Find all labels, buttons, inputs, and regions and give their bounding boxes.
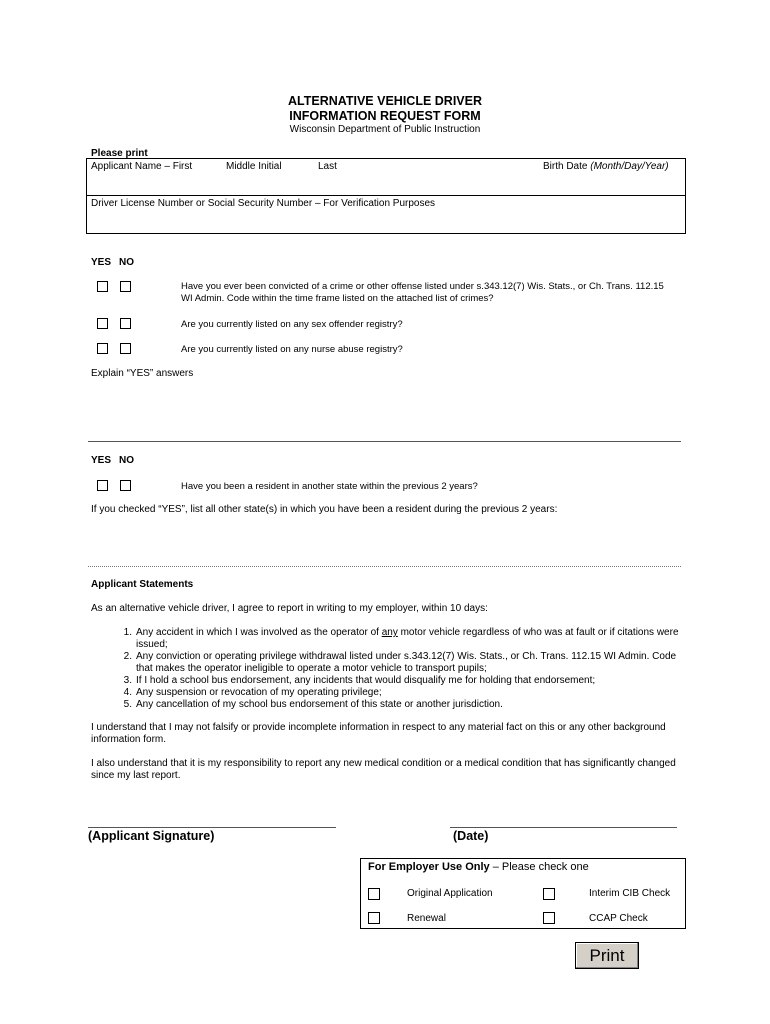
license-field[interactable]: [86, 210, 686, 233]
birth-date-label: Birth Date (Month/Day/Year): [543, 161, 669, 172]
question-other-state: Have you been a resident in another state within the previous 2 years?: [181, 481, 478, 492]
applicant-name-field[interactable]: [86, 170, 686, 194]
please-print-label: Please print: [91, 148, 148, 159]
signature-line: [88, 827, 336, 828]
question-sex-offender: Are you currently listed on any sex offender registry?: [181, 319, 403, 330]
q1-no-checkbox[interactable]: [120, 281, 131, 292]
original-application-label: Original Application: [407, 888, 493, 899]
section-divider-2: [88, 566, 681, 567]
employer-heading: For Employer Use Only – Please check one: [368, 861, 589, 873]
resident-yes-checkbox[interactable]: [97, 480, 108, 491]
name-last-label: Last: [318, 161, 337, 172]
renewal-label: Renewal: [407, 913, 446, 924]
q1-yes-checkbox[interactable]: [97, 281, 108, 292]
ccap-checkbox[interactable]: [543, 912, 555, 924]
resident-no-checkbox[interactable]: [120, 480, 131, 491]
date-line: [450, 827, 677, 828]
name-middle-label: Middle Initial: [226, 161, 282, 172]
date-label: (Date): [453, 829, 489, 843]
q2-no-checkbox[interactable]: [120, 318, 131, 329]
statement-item: 4. Any suspension or revocation of my operating privilege;: [123, 687, 382, 698]
statement-item: 3. If I hold a school bus endorsement, any incidents that would disqualify me for holding that endorsement;: [123, 675, 596, 686]
name-first-label: Applicant Name – First: [91, 161, 193, 172]
interim-cib-label: Interim CIB Check: [589, 888, 671, 899]
license-label: Driver License Number or Social Security Number – For Verification Purposes: [91, 198, 436, 209]
q3-no-checkbox[interactable]: [120, 343, 131, 354]
interim-cib-checkbox[interactable]: [543, 888, 555, 900]
original-application-checkbox[interactable]: [368, 888, 380, 900]
signature-field[interactable]: [88, 802, 336, 827]
statements-intro: As an alternative vehicle driver, I agree to report in writing to my employer, within 10 days:: [91, 603, 488, 614]
q2-yes-checkbox[interactable]: [97, 318, 108, 329]
medical-statement: I also understand that it is my responsibility to report any new medical condition or a medical condition that has significantly changed since my last report.: [91, 758, 676, 781]
statements-list: [123, 627, 681, 711]
statement-item: 2. Any conviction or operating privilege withdrawal listed under s.343.12(7) Wis. Stats., or Ch. Trans. 112.15 WI Admin. Code that makes the operator ineligible to operate a motor vehicle to transport pupils;: [123, 651, 677, 674]
renewal-checkbox[interactable]: [368, 912, 380, 924]
print-button[interactable]: Print: [575, 942, 639, 969]
statements-heading: Applicant Statements: [91, 579, 194, 590]
explain-yes-label: Explain “YES” answers: [91, 368, 194, 379]
signature-label: (Applicant Signature): [88, 829, 215, 843]
form-title-line2: INFORMATION REQUEST FORM: [289, 109, 481, 123]
question-nurse-abuse: Are you currently listed on any nurse abuse registry?: [181, 344, 403, 355]
statement-item: 5. Any cancellation of my school bus endorsement of this state or another jurisdiction.: [123, 699, 503, 710]
applicant-info-divider: [86, 195, 686, 196]
no-header-1: NO: [119, 257, 134, 268]
section-divider-1: [88, 441, 681, 442]
date-field[interactable]: [450, 802, 677, 827]
question-convicted: Have you ever been convicted of a crime or other offense listed under s.343.12(7) Wis. Stats., or Ch. Trans. 112.15 WI Admin. Code within the time frame listed on the attached list of crimes?: [181, 281, 664, 304]
q3-yes-checkbox[interactable]: [97, 343, 108, 354]
list-states-label: If you checked “YES”, list all other state(s) in which you have been a resident during the previous 2 years:: [91, 504, 558, 515]
form-title-line1: ALTERNATIVE VEHICLE DRIVER: [288, 94, 482, 108]
statement-item: 1. Any accident in which I was involved as the operator of any motor vehicle regardless of who was at fault or if citations were issued;: [123, 627, 679, 650]
yes-header-1: YES: [91, 257, 112, 268]
other-states-field[interactable]: [88, 518, 680, 564]
yes-header-2: YES: [91, 455, 112, 466]
explain-yes-field[interactable]: [88, 382, 680, 440]
falsify-statement: I understand that I may not falsify or provide incomplete information in respect to any material fact on this or any other background information form.: [91, 722, 666, 745]
form-subtitle: Wisconsin Department of Public Instruction: [289, 124, 481, 135]
ccap-label: CCAP Check: [589, 913, 648, 924]
no-header-2: NO: [119, 455, 134, 466]
